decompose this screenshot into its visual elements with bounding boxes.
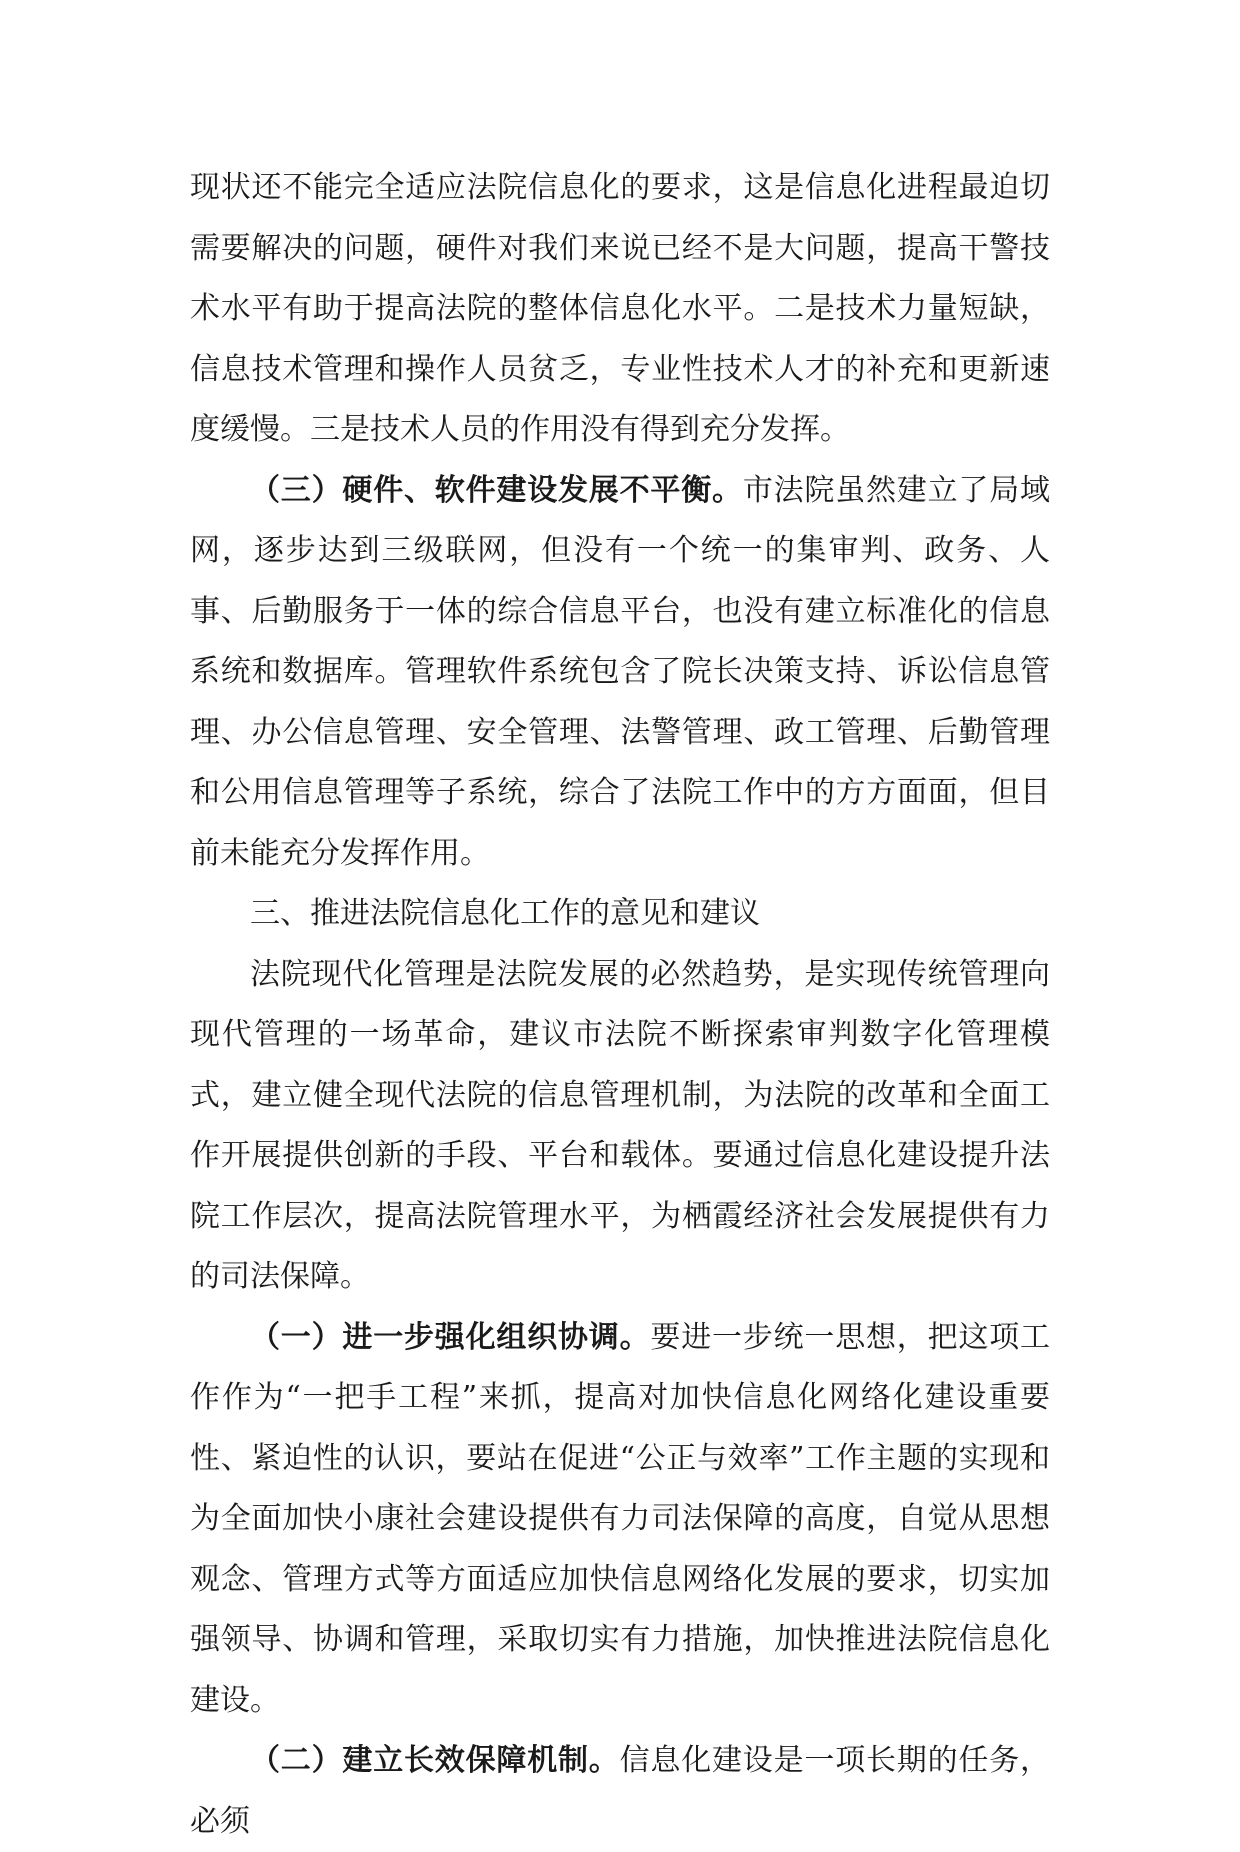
paragraph-item-2 xyxy=(190,1731,1050,1852)
paragraph-text: 市法院虽然建立了局域网，逐步达到三级联网，但没有一个统一的集审判、政务、人事、后勤服务于一体的综合信息平台，也没有建立标准化的信息系统和数据库。管理软件系统包含了院长决策支持、诉讼信息管理、办公信息管理、安全管理、法警管理、政工管理、后勤管理和公用信息管理等子系统，综合了法院工作中的方方面面，但目前未能充分发挥作用。 xyxy=(190,472,1051,871)
paragraph-lead: （二）建立长效保障机制。 xyxy=(250,1743,620,1778)
paragraph-text: 要进一步统一思想，把这项工作作为“一把手工程”来抓，提高对加快信息化网络化建设重要性、紧迫性的认识，要站在促进“公正与效率”工作主题的实现和为全面加快小康社会建设提供有力司法保障的高度，自觉从思想观念、管理方式等方面适应加快信息网络化发展的要求，切实加强领导、协调和管理，采取切实有力措施，加快推进法院信息化建设。 xyxy=(190,1319,1051,1718)
paragraph-text: 法院现代化管理是法院发展的必然趋势，是实现传统管理向现代管理的一场革命，建议市法院不断探索审判数字化管理模式，建立健全现代法院的信息管理机制，为法院的改革和全面工作开展提供创新的手段、平台和载体。要通过信息化建设提升法院工作层次，提高法院管理水平，为栖霞经济社会发展提供有力的司法保障。 xyxy=(190,956,1050,1294)
document-body xyxy=(190,158,1050,1852)
paragraph-section-3 xyxy=(190,461,1050,885)
paragraph-continuation xyxy=(190,158,1050,461)
paragraph-item-1 xyxy=(190,1308,1050,1732)
paragraph-lead: （一）进一步强化组织协调。 xyxy=(250,1319,651,1355)
paragraph-text: 信息化建设是一项长期的任务，必须 xyxy=(190,1743,1051,1839)
paragraph-intro xyxy=(190,945,1050,1308)
paragraph-lead: （三）硬件、软件建设发展不平衡。 xyxy=(250,472,743,508)
section-heading xyxy=(190,884,1050,945)
section-heading-text: 三、推进法院信息化工作的意见和建议 xyxy=(250,896,760,931)
paragraph-text: 现状还不能完全适应法院信息化的要求，这是信息化进程最迫切需要解决的问题，硬件对我们来说已经不是大问题，提高干警技术水平有助于提高法院的整体信息化水平。二是技术力量短缺，信息技术管理和操作人员贫乏，专业性技术人才的补充和更新速度缓慢。三是技术人员的作用没有得到充分发挥。 xyxy=(190,170,1050,447)
